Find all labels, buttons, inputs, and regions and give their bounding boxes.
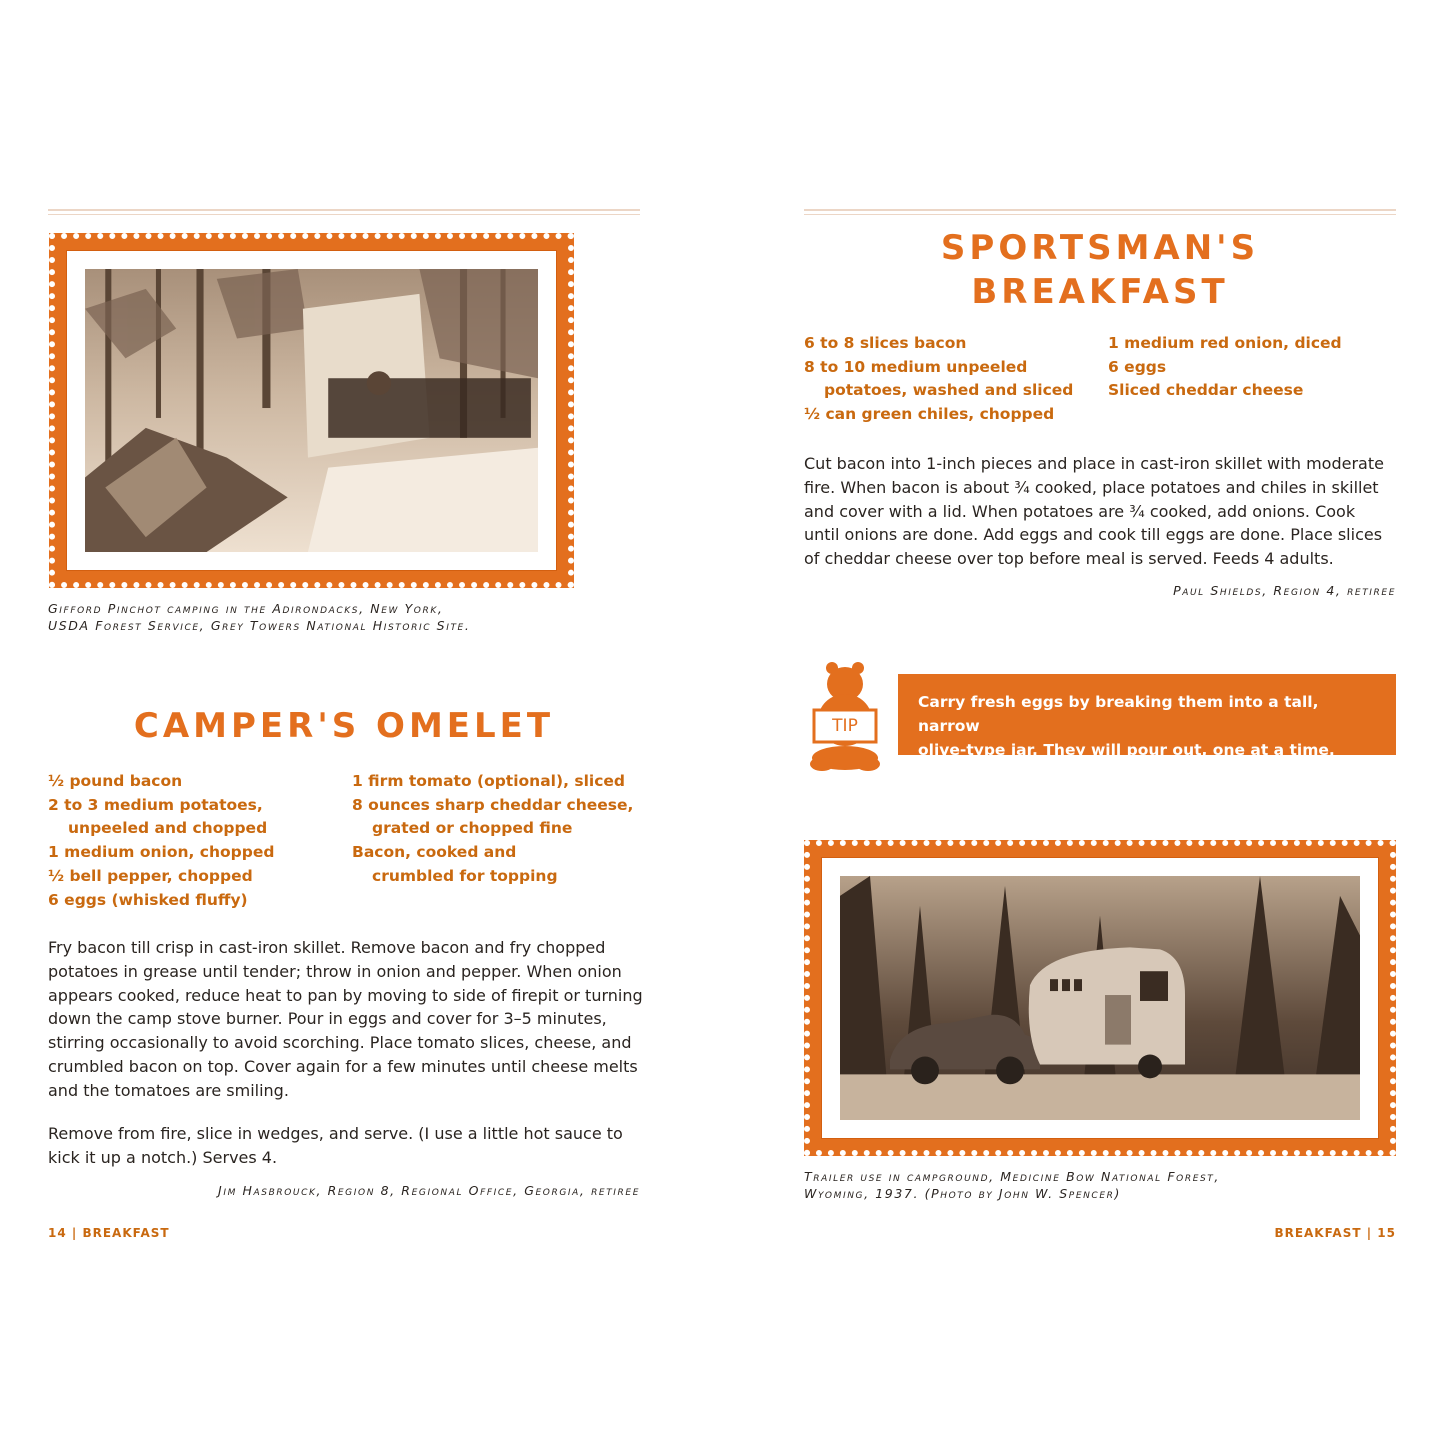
ingredient: 2 to 3 medium potatoes, [48,795,263,814]
caption-line: USDA Forest Service, Grey Towers National Historic Site. [48,618,471,633]
page-number: 14 [48,1226,67,1240]
instruction-line: down the camp stove burner. Pour in eggs and cover for 3–5 minutes, [48,1009,607,1029]
instruction-line: and the tomatoes are smiling. [48,1080,289,1100]
ingredient: 1 medium red onion, diced [1108,334,1342,352]
trailer-photo-caption [804,1168,1404,1202]
ingredient: Bacon, cooked and [352,843,517,862]
ingredient: 1 medium onion, chopped [48,843,275,862]
ingredient: 8 to 10 medium unpeeled [804,357,1028,376]
section-name: BREAKFAST [1274,1226,1362,1240]
photo-mat [67,251,556,570]
trailer-photo-frame [804,840,1396,1156]
instruction-line: Fry bacon till crisp in cast-iron skillet. Remove bacon and fry chopped [48,938,606,957]
omelet-serving-note [48,1122,648,1170]
caption-line: Wyoming, 1937. (Photo by John W. Spencer) [804,1186,1121,1201]
instruction-line: stirring occasionally to avoid scorching. Place tomato slices, cheese, and [48,1033,632,1053]
omelet-instructions [48,936,648,1103]
tip-line: Carry fresh eggs by breaking them into a tall, narrow [918,693,1319,735]
tip-line: olive-type jar. They will pour out, one at a time. [918,741,1335,759]
pinchot-camping-photo [85,269,538,552]
instruction-line: kick it up a notch.) Serves 4. [48,1147,278,1167]
sportsman-ingredients-col1 [804,332,1104,427]
instruction-line: fire. When bacon is about ¾ cooked, place potatoes and chiles in skillet [804,477,1379,497]
folio-divider: | [1366,1226,1378,1240]
title-line: BREAKFAST [971,272,1229,312]
instruction-line: until onions are done. Add eggs and cook till eggs are done. Place slices [804,525,1383,545]
trailer-campground-photo [840,876,1360,1120]
ingredient: 6 eggs (whisked fluffy) [48,890,248,909]
right-folio [1100,1226,1396,1240]
egg-tip-box [898,674,1396,759]
tip-label: TIP [832,716,858,736]
ingredient: grated or chopped fine [372,819,573,838]
instruction-line: and cover with a lid. When potatoes are ¾ cooked, add onions. Cook [804,501,1356,521]
omelet-ingredients-col1 [48,770,348,912]
ingredient: 6 eggs [1108,357,1167,376]
ingredient: ½ bell pepper, chopped [48,866,253,885]
instruction-line: appears cooked, reduce heat to pan by moving to side of firepit or turning [48,985,643,1005]
left-folio [48,1226,170,1240]
sportsman-ingredients-col2 [1108,332,1398,403]
ingredient: 8 ounces sharp cheddar cheese, [352,795,634,814]
ingredient: Sliced cheddar cheese [1108,381,1304,400]
ingredient: unpeeled and chopped [68,819,268,838]
bear-tip-icon [804,660,886,772]
instruction-line: of cheddar cheese over top before meal is served. Feeds 4 adults. [804,549,1334,569]
page-number: 15 [1377,1226,1396,1240]
title-line: SPORTSMAN'S [940,228,1260,268]
pinchot-photo-caption [48,600,648,634]
sportsman-instructions [804,452,1404,571]
right-top-rule [804,209,1396,211]
right-top-rule-thin [804,214,1396,215]
instruction-line: Remove from fire, slice in wedges, and serve. (I use a little hot sauce to [48,1124,623,1143]
instruction-line: crumbled bacon on top. Cover again for a few minutes until cheese melts [48,1056,638,1076]
ingredient: potatoes, washed and sliced [824,381,1074,400]
instruction-line: potatoes in grease until tender; throw in onion and pepper. When onion [48,961,622,981]
ingredient: 6 to 8 slices bacon [804,334,967,352]
pinchot-photo-frame [49,233,574,588]
omelet-credit: Jim Hasbrouck, Region 8, Regional Office, Georgia, retiree [218,1183,640,1198]
caption-line: Trailer use in campground, Medicine Bow National Forest, [804,1169,1220,1184]
caption-line: Gifford Pinchot camping in the Adirondacks, New York, [48,601,444,616]
photo-mat [822,858,1378,1138]
folio-divider: | [71,1226,83,1240]
omelet-ingredients-col2 [352,770,642,889]
left-top-rule [48,209,640,211]
instruction-line: Cut bacon into 1-inch pieces and place in cast-iron skillet with moderate [804,454,1384,473]
sportsmans-breakfast-title [804,226,1396,314]
left-top-rule-thin [48,214,640,215]
ingredient: ½ can green chiles, chopped [804,405,1055,424]
sportsman-credit: Paul Shields, Region 4, retiree [1173,583,1396,598]
ingredient: ½ pound bacon [48,772,183,790]
campers-omelet-title: CAMPER'S OMELET [133,706,555,746]
section-name: BREAKFAST [82,1226,170,1240]
ingredient: 1 firm tomato (optional), sliced [352,772,626,790]
ingredient: crumbled for topping [372,866,558,885]
